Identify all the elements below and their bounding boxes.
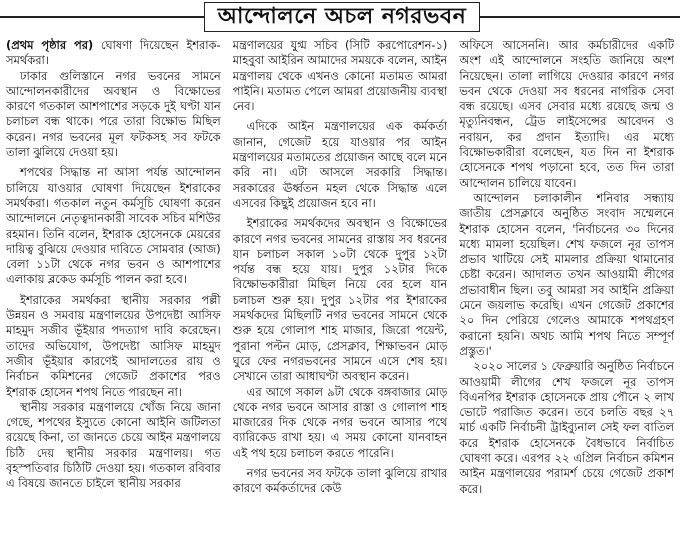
headline-rule-left bbox=[0, 16, 204, 18]
paragraph: ইশরাকের সমর্থকদের অবস্থান ও বিক্ষোভের কারণে নগর ভবনের সামনের রাস্তায় সব ধরনের যান চলাচল সকাল ১০টা থেকে দুপুর ১২টা পর্যন্ত বন্ধ হয়ে যায়। দুপুর ১২টার দিকে বিক্ষোভকারীরা মিছিল নিয়ে বের হলে যান চলাচল শুরু হয়। দুপুর ১২টার পর ইশরাকের সমর্থকদের মিছিলটি নগর ভবনের সামনে থেকে শুরু হয়ে গোলাপ শাহ মাজার, জিরো পয়েন্ট, পুরানা পল্টন মোড়, প্রেসক্লাব, শিক্ষাভবন মোড় ঘুরে ফের নগরভবনের সামনে এসে শেষ হয়। সেখানে তারা আধাঘণ্টা অবস্থান করেন। bbox=[232, 216, 448, 384]
article-column-3 bbox=[459, 38, 674, 554]
article-column-1 bbox=[6, 38, 221, 554]
paragraph-text: ঘোষণা দিয়েছেন ইশরাক-সমর্থকরা। bbox=[6, 38, 221, 68]
paragraph: ঢাকার গুলিস্তানে নগর ভবনের সামনে আন্দোলনকারীদের অবস্থান ও বিক্ষোভের কারণে গতকাল আশপাশের সড়কে দুই ঘণ্টা যান চলাচল বন্ধ থাকে। পরে তারা বিক্ষোভ মিছিল করেন। নগর ভবনের মূল ফটকসহ সব ফটকে তালা ঝুলিয়ে দেওয়া হয়। bbox=[6, 68, 221, 160]
paragraph: ইশরাকের সমর্থকরা স্থানীয় সরকার পল্লী উন্নয়ন ও সমবায় মন্ত্রণালয়ের উপদেষ্টা আসিফ মাহমুদ সজীব ভূঁইয়ার পদত্যাগ দাবি করেছেন। তাদের অভিযোগ, উপদেষ্টা আসিফ মাহমুদ সজীব ভূঁইয়ার কারণেই আদালতের রায় ও নির্বাচন কমিশনের গেজেট প্রকাশের পরও ইশরাক হোসেন শপথ নিতে পারছেন না। bbox=[6, 292, 221, 399]
headline: আন্দোলনে অচল নগরভবন bbox=[217, 3, 467, 29]
paragraph: অফিসে আসেননি। আর কর্মচারীদের একটি অংশ এই আন্দোলনে সংহতি জানিয়ে অংশ নিয়েছেন। তালা লাগিয়ে দেওয়ার কারণে নগর ভবন থেকে দেওয়া সব ধরনের নাগরিক সেবা বন্ধ রয়েছে। এসব সেবার মধ্যে রয়েছে জন্ম ও মৃত্যুনিবন্ধন, ট্রেড লাইসেন্সের আবেদন ও নবায়ন, কর প্রদান ইত্যাদি। এর মধ্যে বিক্ষোভকারীরা বলেছেন, যত দিন না ইশরাক হোসেনকে শপথ পড়ানো হবে, তত দিন তারা আন্দোলন চালিয়ে যাবেন। bbox=[459, 38, 674, 190]
paragraph: নগর ভবনের সব ফটকে তালা ঝুলিয়ে রাখার কারণে কর্মকর্তাদের কেউ bbox=[232, 466, 448, 496]
paragraph: ২০২০ সালের ১ ফেব্রুয়ারি অনুষ্ঠিত নির্বাচনে আওয়ামী লীগের শেখ ফজলে নূর তাপস বিএনপির ইশরাক হোসেনকে প্রায় পৌনে ২ লাখ ভোটে পরাজিত করেন। তবে চলতি বছর ২৭ মার্চ একটি নির্বাচনী ট্রাইব্যুনাল সেই ফল বাতিল করে ইশরাক হোসেনকে বৈধভাবে নির্বাচিত ঘোষণা করে। এরপর ২২ এপ্রিল নির্বাচন কমিশন আইন মন্ত্রণালয়ের পরামর্শ চেয়ে গেজেট প্রকাশ করে। bbox=[459, 359, 674, 496]
article-column-2 bbox=[233, 38, 448, 554]
headline-box bbox=[204, 2, 480, 32]
continued-label: (প্রথম পৃষ্ঠার পর) bbox=[6, 38, 94, 52]
paragraph: শপথের সিদ্ধান্ত না আসা পর্যন্ত আন্দোলন চালিয়ে যাওয়ার ঘোষণা দিয়েছেন ইশরাকের সমর্থকরা। গতকাল নতুন কর্মসূচি ঘোষণা করেন আন্দোলনে নেতৃত্বদানকারী সাবেক সচিব মশিউর রহমান। তিনি বলেন, ইশরাক হোসেনকে মেয়রের দায়িত্ব বুঝিয়ে দেওয়ার দাবিতে সোমবার (আজ) বেলা ১১টা থেকে নগর ভবন ও আশপাশের এলাকায় ব্লকেড কর্মসূচি পালন করা হবে। bbox=[6, 165, 221, 287]
paragraph: এর আগে সকাল ৯টা থেকে বঙ্গবাজার মোড় থেকে নগর ভবনে আসার রাস্তা ও গোলাপ শাহ মাজারের দিক থেকে নগর ভবনে আসার পথে ব্যারিকেড রাখা হয়। এ সময় কোনো যানবাহন এই পথ হয়ে চলাচল করতে পারেনি। bbox=[232, 384, 448, 460]
paragraph: মন্ত্রণালয়ের যুগ্ম সচিব (সিটি করপোরেশন-১) মাহবুবা আইরিন আমাদের সময়কে বলেন, আইন মন্ত্রণালয় থেকে এখনও কোনো মতামত আমরা পাইনি। মতামত পেলে আমরা প্রয়োজনীয় ব্যবস্থা নেব। bbox=[232, 38, 448, 114]
paragraph: স্থানীয় সরকার মন্ত্রণালয়ে খোঁজ নিয়ে জানা গেছে, শপথের ইস্যুতে কোনো আইনি জটিলতা রয়েছে কিনা, তা জানতে চেয়ে আইন মন্ত্রণালয়ে চিঠি দেয় স্থানীয় সরকার মন্ত্রণালয়। গত বৃহস্পতিবার চিঠিটি দেওয়া হয়। গতকাল রবিবার এ বিষয়ে জানতে চাইলে স্থানীয় সরকার bbox=[6, 399, 221, 491]
paragraph: আন্দোলন চলাকালীন শনিবার সন্ধ্যায় জাতীয় প্রেসক্লাবে অনুষ্ঠিত সংবাদ সম্মেলনে ইশরাক হোসেন বলেন, 'নির্বাচনের ৩০ দিনের মধ্যে মামলা হয়েছিল। শেখ ফজলে নূর তাপস প্রভাব খাটিয়ে সেই মামলার প্রক্রিয়া থামানোর চেষ্টা করেন। আদালত তখন আওয়ামী লীগের প্রভাবাধীন ছিল। তবু আমরা সব আইনি প্রক্রিয়া মেনে জয়লাভ করেছি। এখন গেজেট প্রকাশের ২০ দিন পেরিয়ে গেলেও আমাকে শপথগ্রহণ করানো হয়নি। অথচ আমি শপথ নিতে সম্পূর্ণ প্রস্তুত।' bbox=[459, 190, 674, 358]
headline-rule-right bbox=[480, 16, 680, 18]
article-body bbox=[6, 38, 674, 554]
paragraph bbox=[6, 38, 221, 69]
paragraph: এদিকে আইন মন্ত্রণালয়ের এক কর্মকর্তা জানান, গেজেট হয়ে যাওয়ার পর আইন মন্ত্রণালয়ের মতামতের প্রয়োজন আছে বলে মনে করি না। এটা আসলে সরকারি সিদ্ধান্ত। সরকারের ঊর্ধ্বতন মহল থেকে সিদ্ধান্ত এলে এসবের কিছুই প্রয়োজন হবে না। bbox=[232, 119, 448, 210]
